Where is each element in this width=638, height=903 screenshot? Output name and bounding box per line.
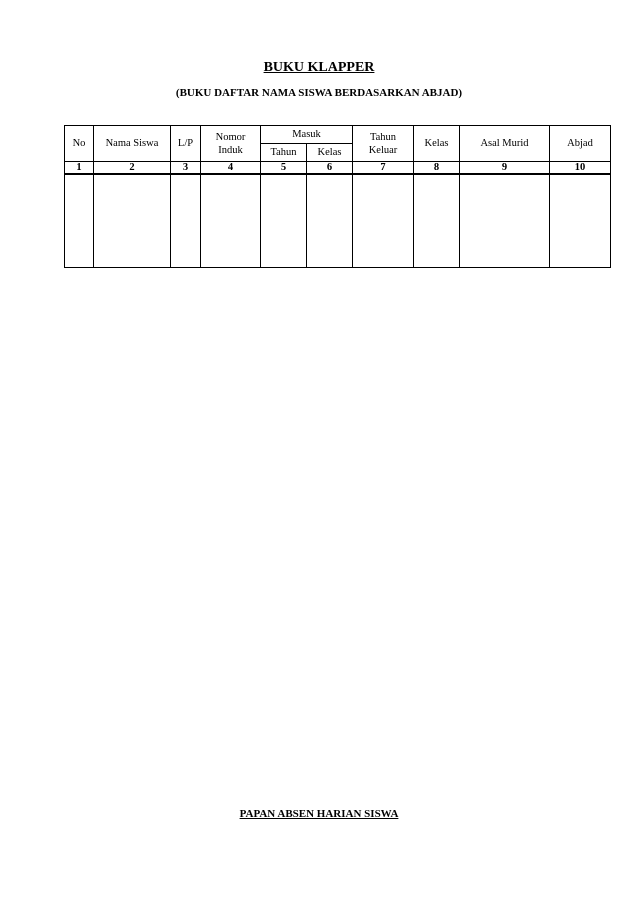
empty-cell-masuk-tahun [261,174,307,268]
empty-cell-no [65,174,94,268]
empty-cell-tahun-keluar [353,174,414,268]
column-number: 2 [94,162,171,175]
column-number: 3 [171,162,201,175]
footer-title: PAPAN ABSEN HARIAN SISWA [239,808,399,820]
klapper-table [64,125,611,268]
empty-cell-abjad [550,174,611,268]
empty-cell-masuk-kelas [307,174,353,268]
empty-cell-asal-murid [460,174,550,268]
document-title: BUKU KLAPPER [263,60,375,75]
empty-cell-nomor-induk [201,174,261,268]
header-no: No [65,126,94,162]
empty-cell-lp [171,174,201,268]
header-kelas: Kelas [414,126,460,162]
empty-data-row [65,174,611,268]
column-number: 5 [261,162,307,175]
header-masuk: Masuk [261,126,353,144]
header-abjad: Abjad [550,126,611,162]
header-nomor-induk: Nomor Induk [201,126,261,162]
document-subtitle: (BUKU DAFTAR NAMA SISWA BERDASARKAN ABJAD) [175,87,463,99]
column-number: 9 [460,162,550,175]
column-number: 8 [414,162,460,175]
header-lp: L/P [171,126,201,162]
header-nama-siswa: Nama Siswa [94,126,171,162]
empty-cell-nama-siswa [94,174,171,268]
column-number: 1 [65,162,94,175]
header-asal-murid: Asal Murid [460,126,550,162]
column-number-row [65,162,611,175]
column-number: 6 [307,162,353,175]
header-masuk-tahun: Tahun [261,144,307,162]
empty-cell-kelas [414,174,460,268]
column-number: 10 [550,162,611,175]
header-masuk-kelas: Kelas [307,144,353,162]
column-number: 4 [201,162,261,175]
header-tahun-keluar: Tahun Keluar [353,126,414,162]
column-number: 7 [353,162,414,175]
